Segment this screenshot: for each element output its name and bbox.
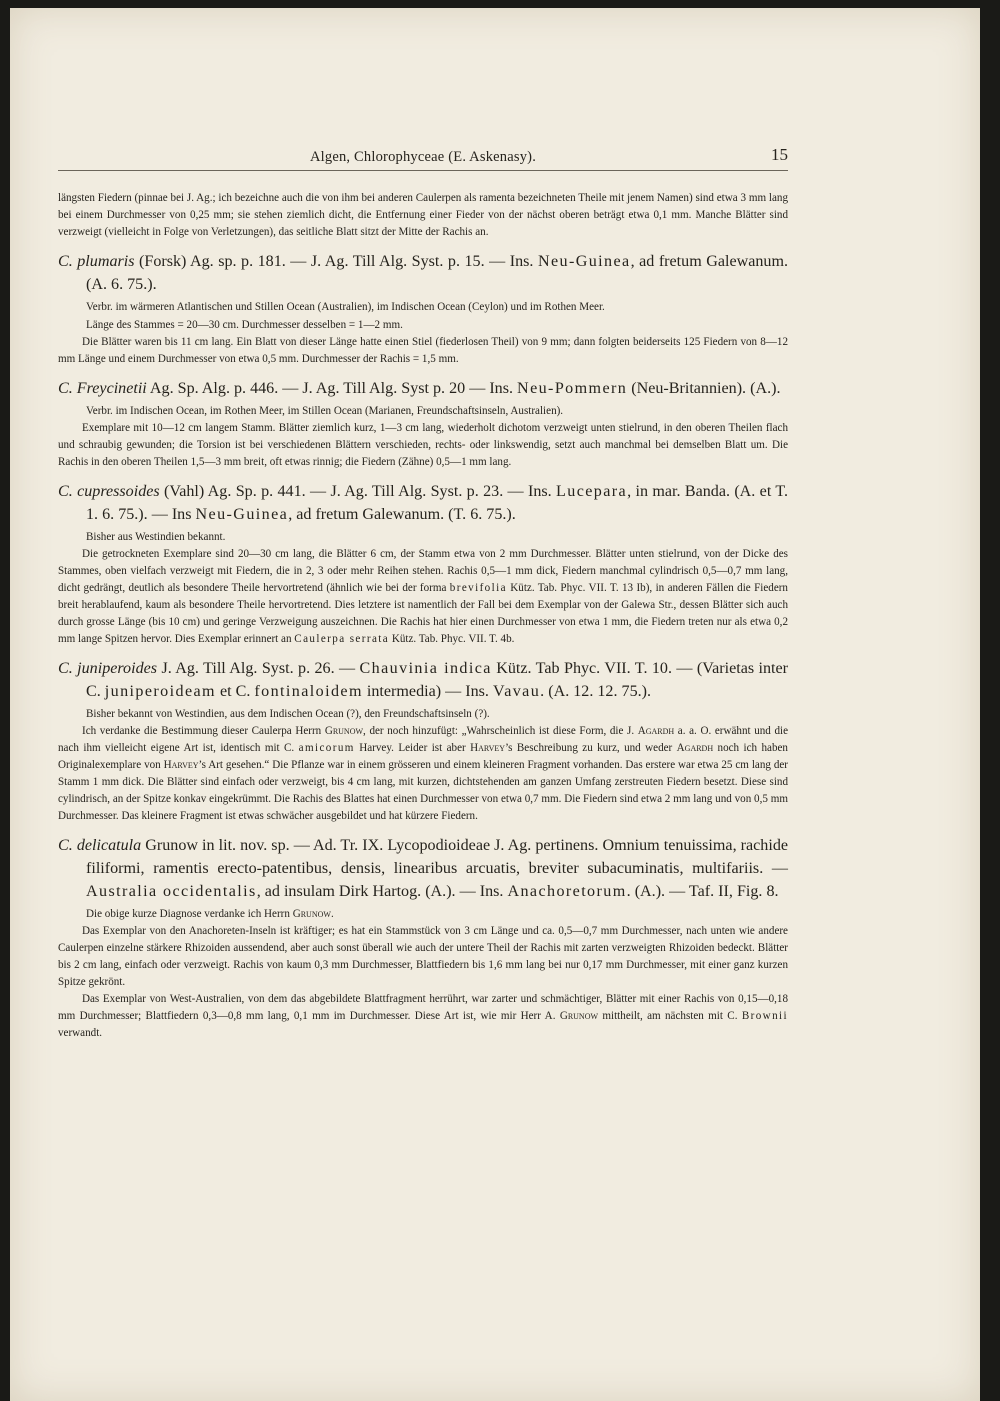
running-head: Algen, Chlorophyceae (E. Askenasy).: [309, 149, 537, 165]
page-body: [58, 190, 788, 1042]
author-name: Agardh: [676, 742, 714, 754]
distribution-note: Bisher aus Westindien bekannt.: [86, 531, 226, 543]
heading-rest: (Neu-Britannien). (A.).: [627, 380, 781, 397]
locality: Neu-Pommern: [517, 380, 628, 397]
locality: Australia occidentalis: [86, 883, 257, 900]
text-run: , der noch hinzufügt: „Wahrscheinlich ist diese Form, die J.: [363, 725, 638, 737]
locality: Neu-Guinea: [537, 253, 631, 270]
heading-text: (Forsk) Ag. sp. p. 181. — J. Ag. Till Alg. Syst. p. 15. — Ins.: [134, 253, 538, 270]
text-run: Kütz. Tab. Phyc. VII. T. 13 Ib), in anderen Fällen die Fiedern breit herablaufend, kaum als besondere Theile hervortretend. Dies letztere ist namentlich der Fall bei dem Exemplar von der Galewa Str., dessen Blätter sich auch durch grosse Länge (bis 10 cm) und geringe Verzweigung auszeichnen. Die Rachis hat hier einen Durchmesser von etwa 1 mm, die Fiedern treten nur als etwa 0,2 mm lange Spitzen hervor. Dies Exemplar erinnert an: [58, 582, 788, 645]
text-run: Das Exemplar von West-Australien, von dem das abgebildete Blattfragment herrührt, war zarter und schmächtiger, Blätter mit einer Rachis von 0,15—0,18 mm Durchmesser; Blattfiedern 0,3—0,8 mm lang, 0,1 mm im Durchmesser. Diese Art ist, wie mir Herr A.: [58, 993, 788, 1022]
species-ref: amicorum: [298, 742, 355, 754]
text-run: verwandt.: [58, 1027, 103, 1039]
heading-text: Grunow in lit. nov. sp. — Ad. Tr. IX. Lycopodioideae J. Ag. pertinens. Omnium tenuissima, rachide filiformi, ramentis erecto-patentibus, densis, linearibus arcuatis, breviter subacuminatis, multifariis. —: [86, 837, 789, 877]
entry-heading-freycinetii: [58, 377, 788, 400]
species-name: C. delicatula: [58, 837, 142, 854]
species-name: C. juniperoides: [58, 660, 158, 677]
entry-heading-plumaris: [58, 250, 788, 296]
text-run: mittheilt, am nächsten mit C.: [598, 1010, 742, 1022]
heading-text: J. Ag. Till Alg. Syst. p. 26. —: [157, 660, 360, 677]
species-ref: fontinaloidem: [254, 683, 363, 700]
author-name: Harvey: [163, 759, 199, 771]
heading-rest: , ad fretum Galewanum. (T. 6. 75.).: [288, 506, 516, 523]
variety-name: brevifolia: [449, 582, 507, 594]
text-run: Die obige kurze Diagnose verdanke ich Herrn: [86, 908, 293, 920]
description-paragraph: Länge des Stammes = 20—30 cm. Durchmesser desselben = 1—2 mm.: [86, 319, 403, 331]
species-ref: Brownii: [741, 1010, 788, 1022]
species-ref: juniperoideam: [104, 683, 216, 700]
text-run: Die getrockneten Exemplare sind 20—30 cm lang, die Blätter 6 cm, der Stamm etwa von 2 mm Durchmesser. Blätter unten stielrund, von der Dicke des Stammes, oben vielfach verzweigt mit Fiedern, die in 2, 3 oder mehr Reihen stehen. Rachis 0,5—1 mm dick, Fiedern manchmal cylindrisch 0,5—0,7 mm lang, dicht gedrängt, deutlich als besondere Theile hervortretend (ähnlich wie bei der forma: [58, 548, 788, 594]
note-paragraph: [58, 906, 788, 923]
description-paragraph: Die Blätter waren bis 11 cm lang. Ein Blatt von dieser Länge hatte einen Stiel (fiederlosen Theil) von 9 mm; dann folgten beiderseits 125 Fiedern von 8—12 mm Länge und einem Durchmesser von etwa 0,5 mm. Durchmesser der Rachis = 1,5 mm.: [58, 336, 788, 365]
entry-heading-juniperoides: [58, 657, 788, 703]
locality: Anachoretorum: [507, 883, 627, 900]
species-name: C. cupressoides: [58, 483, 160, 500]
heading-text: (Vahl) Ag. Sp. p. 441. — J. Ag. Till Alg. Syst. p. 23. — Ins.: [159, 483, 557, 500]
book-page: [10, 8, 980, 1401]
text-run: noch ich haben Originalexemplare von: [58, 742, 788, 771]
species-name: C. Freycinetii: [58, 380, 147, 397]
author-name: Grunow: [292, 908, 331, 920]
heading-text: et C.: [215, 683, 255, 700]
locality: Vavau: [492, 683, 541, 700]
heading-text: Ag. Sp. Alg. p. 446. — J. Ag. Till Alg. Syst p. 20 — Ins.: [146, 380, 518, 397]
text-run: Kütz. Tab. Phyc. VII. T. 4b.: [389, 633, 515, 645]
author-name: Grunow: [559, 1010, 599, 1022]
page-number: 15: [771, 145, 788, 164]
text-run: ’s Beschreibung zu kurz, und weder: [505, 742, 677, 754]
heading-rest: . (A.). — Taf. II, Fig. 8.: [626, 883, 779, 900]
description-paragraph: [58, 723, 788, 825]
description-paragraph: [58, 991, 788, 1042]
entry-heading-delicatula: [58, 834, 788, 903]
author-name: Harvey: [470, 742, 506, 754]
description-paragraph: [58, 546, 788, 648]
page-header: [58, 146, 788, 171]
heading-text: , ad insulam Dirk Hartog. (A.). — Ins.: [256, 883, 508, 900]
text-run: Harvey. Leider ist aber: [354, 742, 471, 754]
locality: Neu-Guinea: [195, 506, 289, 523]
distribution-note: Bisher bekannt von Westindien, aus dem Indischen Ocean (?), den Freundschaftsinseln (?).: [86, 708, 490, 720]
text-run: ’s Art gesehen.“ Die Pflanze war in einem grösseren und einem kleineren Fragment vorhanden. Das erstere war etwa 25 cm lang der Stamm 1 mm dick. Die Blätter sind einfach oder verzweigt, bis 4 cm lang, mit kurzen, dichtstehenden am ganzen Umfang zerstreuten Fiedern besetzt. Diese sind cylindrisch, an der Spitze konkav eingekrümmt. Die Rachis des Blattes hat einen Durchmesser von etwa 0,7 mm. Die Fiedern sind etwa 2 mm lang und von 0,5 mm Durchmesser. Das kleinere Fragment ist etwas schwächer ausgebildet und hat kürzere Fiedern.: [58, 759, 788, 822]
species-ref: Chauvinia indica: [359, 660, 492, 677]
author-name: Grunow: [324, 725, 364, 737]
text-run: .: [330, 908, 334, 920]
heading-rest: , ad fretum Galewanum. (A. 6. 75.).: [86, 253, 789, 293]
heading-text: intermedia) — Ins.: [362, 683, 493, 700]
author-name: Agardh: [637, 725, 675, 737]
heading-text: Kütz. Tab Phyc. VII. T. 10. — (Varietas inter C.: [86, 660, 789, 700]
heading-rest: , in mar. Banda. (A. et T. 1. 6. 75.). — Ins: [86, 483, 789, 523]
heading-rest: . (A. 12. 12. 75.).: [540, 683, 652, 700]
description-paragraph: Exemplare mit 10—12 cm langem Stamm. Blätter ziemlich kurz, 1—3 cm lang, wiederholt dichotom verzweigt unten stielrund, in den oberen Theilen flach und schraubig gewunden; die Torsion ist bei verschiedenen Blättern verschieden, rechts- oder linkswendig, setzt auch manchmal bei demselben Blatt um. Die Rachis in den oberen Theilen 1,5—3 mm breit, oft etwas rinnig; die Fiedern (Zähne) 0,5—1 mm lang.: [58, 422, 788, 468]
locality: Lucepara: [556, 483, 628, 500]
text-run: Ich verdanke die Bestimmung dieser Caulerpa Herrn: [82, 725, 325, 737]
species-ref: Caulerpa serrata: [294, 633, 390, 645]
entry-heading-cupressoides: [58, 480, 788, 526]
description-paragraph: Das Exemplar von den Anachoreten-Inseln ist kräftiger; es hat ein Stammstück von 3 cm Länge und ca. 0,5—0,7 mm Durchmesser, nach unten wie andere Caulerpen einzelne stärkere Rhizoiden aussendend, aber auch sonst überall wie auch der untere Theil der Rachis mit zarten verzweigten Rhizoiden bedeckt. Blätter bis 2 cm lang, einfach oder verzweigt. Rachis von kaum 0,3 mm Durchmesser, Blattfiedern bis 1,6 mm lang bei nur 0,17 mm Durchmesser, mit einer ganz kurzen Spitze gekrönt.: [58, 925, 788, 988]
intro-paragraph: längsten Fiedern (pinnae bei J. Ag.; ich bezeichne auch die von ihm bei anderen Caulerpen als ramenta bezeichneten Theile mit jenem Namen) sind etwa 3 mm lang bei einem Durchmesser von 0,25 mm; sie stehen ziemlich dicht, die Entfernung einer Fieder von der nächst oberen beträgt etwa 0,1 mm. Manche Blätter sind verzweigt (vielleicht in Folge von Verletzungen), das seitliche Blatt sitzt der Mitte der Rachis an.: [58, 192, 788, 238]
distribution-note: Verbr. im wärmeren Atlantischen und Stillen Ocean (Australien), im Indischen Ocean (Ceylon) und im Rothen Meer.: [86, 301, 605, 313]
text-run: a. a. O. erwähnt und die nach ihm vielleicht eigene Art ist, identisch mit C.: [58, 725, 789, 754]
species-name: C. plumaris: [58, 253, 135, 270]
distribution-note: Verbr. im Indischen Ocean, im Rothen Meer, im Stillen Ocean (Marianen, Freundschaftsinseln, Australien).: [86, 405, 564, 417]
